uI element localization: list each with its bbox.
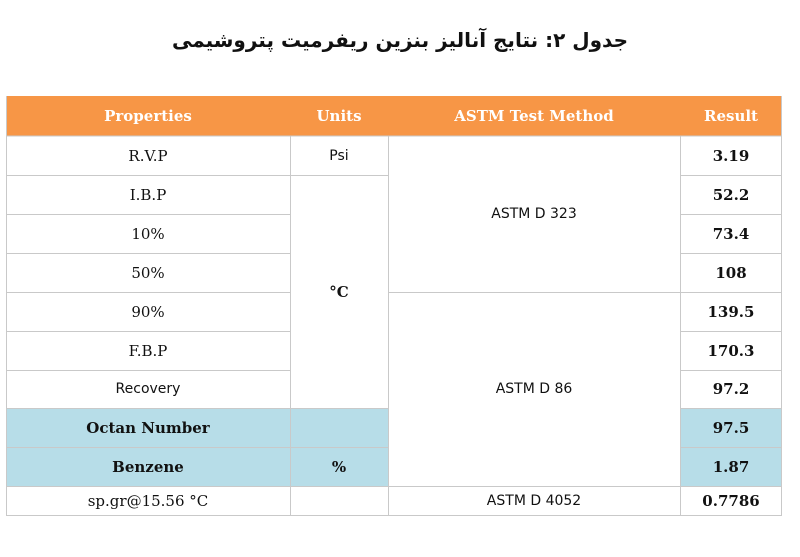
result-10pct: 73.4 — [712, 224, 750, 243]
result-recovery: 97.2 — [712, 380, 750, 398]
result-rvp: 3.19 — [712, 146, 750, 165]
method-astm-d86: ASTM D 86 — [495, 381, 573, 397]
result-fbp: 170.3 — [707, 341, 755, 360]
property-specific-gravity: sp.gr@15.56 °C — [87, 492, 209, 510]
property-90pct: 90% — [131, 302, 165, 321]
header-units: Units — [290, 96, 388, 136]
property-recovery: Recovery — [115, 381, 181, 397]
results-table — [6, 96, 782, 543]
table-title: جدول ۲: نتایج آنالیز بنزین ریفرمیت پتروشیمی — [171, 28, 629, 52]
method-astm-d4052: ASTM D 4052 — [486, 493, 582, 509]
method-astm-d323: ASTM D 323 — [491, 206, 577, 222]
result-octane-number: 97.5 — [712, 418, 750, 437]
header-method: ASTM Test Method — [388, 96, 680, 136]
result-ibp: 52.2 — [712, 185, 750, 204]
property-benzene: Benzene — [112, 457, 184, 476]
result-specific-gravity: 0.7786 — [702, 492, 760, 510]
property-rvp: R.V.P — [128, 146, 168, 165]
result-90pct: 139.5 — [707, 302, 755, 321]
result-benzene: 1.87 — [712, 457, 750, 476]
header-properties: Properties — [6, 96, 290, 136]
property-10pct: 10% — [131, 224, 165, 243]
unit-psi: Psi — [329, 147, 349, 164]
unit-percent: % — [331, 457, 347, 476]
property-fbp: F.B.P — [128, 341, 168, 360]
result-50pct: 108 — [715, 263, 747, 282]
property-octane-number: Octan Number — [86, 418, 210, 437]
property-50pct: 50% — [131, 263, 165, 282]
property-ibp: I.B.P — [129, 185, 167, 204]
header-result: Result — [680, 96, 782, 136]
unit-celsius: °C — [329, 282, 349, 301]
